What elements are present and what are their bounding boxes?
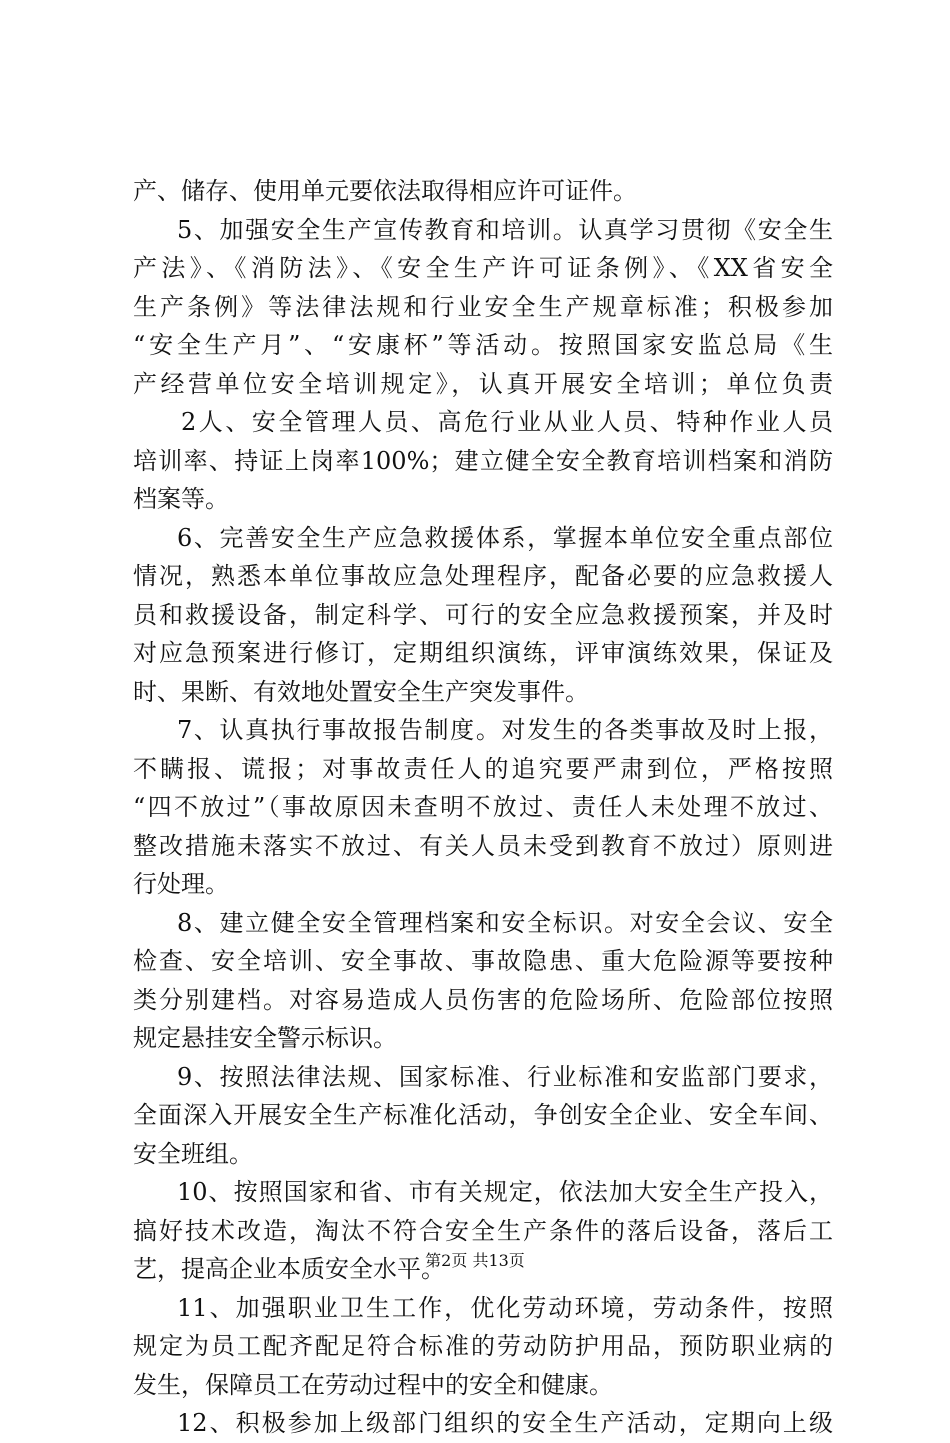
- text-line: 5、加强安全生产宣传教育和培训。认真学习贯彻《安全生: [177, 215, 833, 244]
- text-line: 行处理。: [133, 870, 229, 898]
- text-line: 规定为员工配齐配足符合标准的劳动防护用品，预防职业病的: [133, 1332, 833, 1360]
- text-line: 情况，熟悉本单位事故应急处理程序，配备必要的应急救援人: [133, 562, 833, 590]
- text-line: 8、建立健全安全管理档案和安全标识。对安全会议、安全: [177, 908, 833, 937]
- text-line: 全面深入开展安全生产标准化活动，争创安全企业、安全车间、: [133, 1101, 833, 1129]
- page-number-footer: 第2页 共13页: [425, 1251, 525, 1270]
- text-line: “安全生产月”、“安康杯”等活动。按照国家安监总局《生: [133, 331, 833, 359]
- text-line: 2人、安全管理人员、高危行业从业人员、特种作业人员: [181, 408, 833, 436]
- text-line: 6、完善安全生产应急救援体系，掌握本单位安全重点部位: [177, 523, 833, 552]
- text-line: 10、按照国家和省、市有关规定，依法加大安全生产投入，: [177, 1178, 833, 1206]
- text-line: 搞好技术改造，淘汰不符合安全生产条件的落后设备，落后工: [133, 1216, 833, 1245]
- text-line: 艺，提高企业本质安全水平。: [133, 1255, 445, 1283]
- text-line: 不瞒报、谎报；对事故责任人的追究要严肃到位，严格按照: [133, 754, 833, 783]
- text-line: 员和救援设备，制定科学、可行的安全应急救援预案，并及时: [133, 600, 833, 629]
- text-line: 发生，保障员工在劳动过程中的安全和健康。: [133, 1370, 613, 1399]
- text-line: 类分别建档。对容易造成人员伤害的危险场所、危险部位按照: [133, 985, 833, 1014]
- text-line: 安全班组。: [133, 1139, 253, 1168]
- text-line: 产法》、《消防法》、《安全生产许可证条例》、《XX省安全: [133, 254, 833, 282]
- text-line: 对应急预案进行修订，定期组织演练，评审演练效果，保证及: [133, 639, 833, 667]
- text-line: 产、储存、使用单元要依法取得相应许可证件。: [133, 177, 637, 205]
- text-line: 产经营单位安全培训规定》，认真开展安全培训；单位负责: [133, 369, 833, 398]
- text-line: 11、加强职业卫生工作，优化劳动环境，劳动条件，按照: [177, 1293, 833, 1322]
- text-line: 档案等。: [133, 485, 229, 513]
- text-line: 9、按照法律法规、国家标准、行业标准和安监部门要求，: [177, 1062, 833, 1091]
- text-line: 检查、安全培训、安全事故、事故隐患、重大危险源等要按种: [133, 947, 833, 975]
- text-line: 培训率、持证上岗率100%；建立健全安全教育培训档案和消防: [133, 446, 833, 475]
- text-line: 12、积极参加上级部门组织的安全生产活动，定期向上级: [177, 1409, 833, 1437]
- text-line: 规定悬挂安全警示标识。: [133, 1024, 397, 1052]
- text-line: 时、果断、有效地处置安全生产突发事件。: [133, 677, 589, 706]
- text-line: “四不放过”（事故原因未查明不放过、责任人未处理不放过、: [133, 793, 833, 821]
- text-line: 生产条例》等法律法规和行业安全生产规章标准；积极参加: [133, 292, 833, 321]
- text-line: 7、认真执行事故报告制度。对发生的各类事故及时上报，: [177, 716, 833, 744]
- text-line: 整改措施未落实不放过、有关人员未受到教育不放过）原则进: [133, 831, 833, 860]
